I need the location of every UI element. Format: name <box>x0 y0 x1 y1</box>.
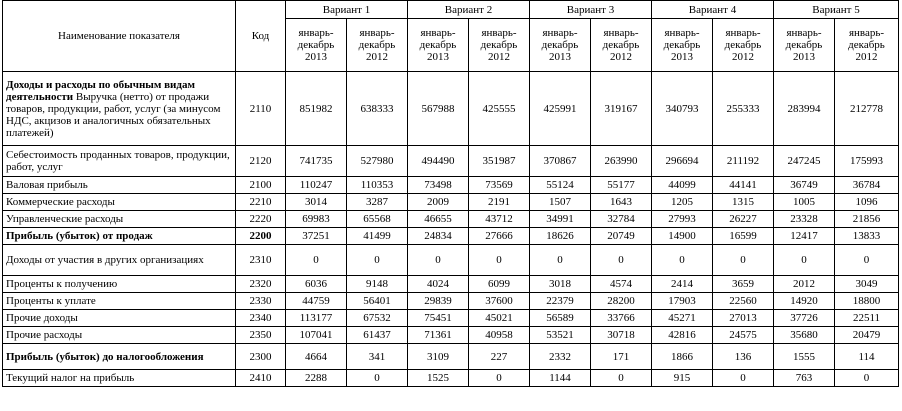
value-cell: 341 <box>347 344 408 370</box>
value-cell: 20479 <box>835 327 899 344</box>
value-cell: 114 <box>835 344 899 370</box>
indicator-code-cell: 2300 <box>236 344 286 370</box>
indicator-code-cell: 2110 <box>236 72 286 146</box>
value-cell: 61437 <box>347 327 408 344</box>
value-cell: 24834 <box>408 228 469 245</box>
table-row <box>3 370 899 387</box>
variant-5-header: Вариант 5 <box>774 1 899 19</box>
indicator-code-cell: 2120 <box>236 146 286 177</box>
value-cell: 211192 <box>713 146 774 177</box>
value-cell: 71361 <box>408 327 469 344</box>
table-row <box>3 146 899 177</box>
indicator-name-cell <box>3 327 236 344</box>
value-cell: 638333 <box>347 72 408 146</box>
indicator-name: Прочие расходы <box>6 329 83 341</box>
value-cell: 55124 <box>530 177 591 194</box>
indicator-name-cell <box>3 146 236 177</box>
value-cell: 351987 <box>469 146 530 177</box>
indicator-code-cell: 2410 <box>236 370 286 387</box>
indicator-name-cell <box>3 194 236 211</box>
value-cell: 73569 <box>469 177 530 194</box>
value-cell: 4024 <box>408 276 469 293</box>
indicator-name-cell <box>3 370 236 387</box>
value-cell: 0 <box>835 370 899 387</box>
value-cell: 2288 <box>286 370 347 387</box>
table-row <box>3 228 899 245</box>
indicator-name-cell <box>3 344 236 370</box>
variant-3-header: Вариант 3 <box>530 1 652 19</box>
value-cell: 21856 <box>835 211 899 228</box>
value-cell: 227 <box>469 344 530 370</box>
value-cell: 14920 <box>774 293 835 310</box>
value-cell: 1205 <box>652 194 713 211</box>
period-2012-header: январь-декабрь 2012 <box>347 19 408 72</box>
value-cell: 0 <box>591 245 652 276</box>
table-row <box>3 327 899 344</box>
value-cell: 24575 <box>713 327 774 344</box>
indicator-name: Проценты к уплате <box>6 295 96 307</box>
value-cell: 2012 <box>774 276 835 293</box>
period-2012-header: январь-декабрь 2012 <box>469 19 530 72</box>
value-cell: 247245 <box>774 146 835 177</box>
value-cell: 43712 <box>469 211 530 228</box>
value-cell: 3109 <box>408 344 469 370</box>
value-cell: 0 <box>347 245 408 276</box>
value-cell: 33766 <box>591 310 652 327</box>
indicator-name-cell <box>3 177 236 194</box>
value-cell: 0 <box>530 245 591 276</box>
value-cell: 0 <box>286 245 347 276</box>
indicator-name-cell <box>3 228 236 245</box>
value-cell: 18626 <box>530 228 591 245</box>
value-cell: 9148 <box>347 276 408 293</box>
value-cell: 763 <box>774 370 835 387</box>
value-cell: 27666 <box>469 228 530 245</box>
value-cell: 36749 <box>774 177 835 194</box>
table-row <box>3 344 899 370</box>
value-cell: 44141 <box>713 177 774 194</box>
value-cell: 107041 <box>286 327 347 344</box>
name-column-header: Наименование показателя <box>3 1 236 72</box>
table-row <box>3 245 899 276</box>
value-cell: 2332 <box>530 344 591 370</box>
table-row <box>3 72 899 146</box>
value-cell: 23328 <box>774 211 835 228</box>
indicator-code-cell: 2340 <box>236 310 286 327</box>
value-cell: 1005 <box>774 194 835 211</box>
period-2013-header: январь-декабрь 2013 <box>408 19 469 72</box>
value-cell: 45021 <box>469 310 530 327</box>
value-cell: 14900 <box>652 228 713 245</box>
value-cell: 0 <box>713 245 774 276</box>
value-cell: 175993 <box>835 146 899 177</box>
value-cell: 37726 <box>774 310 835 327</box>
value-cell: 27993 <box>652 211 713 228</box>
indicator-name-cell <box>3 245 236 276</box>
period-2012-header: январь-декабрь 2012 <box>835 19 899 72</box>
value-cell: 110247 <box>286 177 347 194</box>
value-cell: 494490 <box>408 146 469 177</box>
value-cell: 27013 <box>713 310 774 327</box>
value-cell: 915 <box>652 370 713 387</box>
value-cell: 425991 <box>530 72 591 146</box>
value-cell: 741735 <box>286 146 347 177</box>
indicator-name: Текущий налог на прибыль <box>6 372 135 384</box>
indicator-name: Валовая прибыль <box>6 179 88 191</box>
value-cell: 32784 <box>591 211 652 228</box>
indicator-code-cell: 2210 <box>236 194 286 211</box>
value-cell: 22511 <box>835 310 899 327</box>
value-cell: 1555 <box>774 344 835 370</box>
indicator-name-cell <box>3 310 236 327</box>
value-cell: 1096 <box>835 194 899 211</box>
value-cell: 851982 <box>286 72 347 146</box>
value-cell: 36784 <box>835 177 899 194</box>
value-cell: 13833 <box>835 228 899 245</box>
indicator-name-cell <box>3 72 236 146</box>
value-cell: 1315 <box>713 194 774 211</box>
value-cell: 1525 <box>408 370 469 387</box>
value-cell: 370867 <box>530 146 591 177</box>
value-cell: 55177 <box>591 177 652 194</box>
period-2013-header: январь-декабрь 2013 <box>652 19 713 72</box>
value-cell: 75451 <box>408 310 469 327</box>
value-cell: 319167 <box>591 72 652 146</box>
value-cell: 255333 <box>713 72 774 146</box>
indicator-code-cell: 2350 <box>236 327 286 344</box>
indicator-code-cell: 2200 <box>236 228 286 245</box>
value-cell: 263990 <box>591 146 652 177</box>
value-cell: 46655 <box>408 211 469 228</box>
indicator-name: Управленческие расходы <box>6 213 124 225</box>
variant-2-header: Вариант 2 <box>408 1 530 19</box>
table-row <box>3 177 899 194</box>
indicator-code-cell: 2220 <box>236 211 286 228</box>
value-cell: 30718 <box>591 327 652 344</box>
value-cell: 22560 <box>713 293 774 310</box>
value-cell: 4574 <box>591 276 652 293</box>
value-cell: 37251 <box>286 228 347 245</box>
value-cell: 0 <box>652 245 713 276</box>
indicator-code-cell: 2320 <box>236 276 286 293</box>
value-cell: 0 <box>774 245 835 276</box>
value-cell: 40958 <box>469 327 530 344</box>
value-cell: 34991 <box>530 211 591 228</box>
indicator-name-cell <box>3 211 236 228</box>
value-cell: 567988 <box>408 72 469 146</box>
table-row <box>3 211 899 228</box>
value-cell: 0 <box>835 245 899 276</box>
value-cell: 171 <box>591 344 652 370</box>
value-cell: 53521 <box>530 327 591 344</box>
value-cell: 73498 <box>408 177 469 194</box>
period-2013-header: январь-декабрь 2013 <box>774 19 835 72</box>
period-2013-header: январь-декабрь 2013 <box>286 19 347 72</box>
value-cell: 69983 <box>286 211 347 228</box>
value-cell: 283994 <box>774 72 835 146</box>
value-cell: 41499 <box>347 228 408 245</box>
value-cell: 1866 <box>652 344 713 370</box>
variant-1-header: Вариант 1 <box>286 1 408 19</box>
value-cell: 110353 <box>347 177 408 194</box>
value-cell: 17903 <box>652 293 713 310</box>
value-cell: 44759 <box>286 293 347 310</box>
indicator-name: Прочие доходы <box>6 312 78 324</box>
value-cell: 45271 <box>652 310 713 327</box>
indicator-name-bold: Прибыль (убыток) до налогообложения <box>6 350 204 363</box>
indicator-name-bold: Прибыль (убыток) от продаж <box>6 230 153 242</box>
table-row <box>3 310 899 327</box>
value-cell: 44099 <box>652 177 713 194</box>
value-cell: 26227 <box>713 211 774 228</box>
value-cell: 18800 <box>835 293 899 310</box>
value-cell: 12417 <box>774 228 835 245</box>
value-cell: 340793 <box>652 72 713 146</box>
value-cell: 212778 <box>835 72 899 146</box>
value-cell: 20749 <box>591 228 652 245</box>
indicator-name: Коммерческие расходы <box>6 196 115 208</box>
value-cell: 3049 <box>835 276 899 293</box>
indicator-name: Выручка (нетто) от продажи товаров, продукции, работ, услуг (за минусом НДС, акцизов и аналогичных обязательных платежей) <box>6 90 221 139</box>
value-cell: 527980 <box>347 146 408 177</box>
value-cell: 16599 <box>713 228 774 245</box>
value-cell: 3014 <box>286 194 347 211</box>
period-2012-header: январь-декабрь 2012 <box>713 19 774 72</box>
value-cell: 67532 <box>347 310 408 327</box>
value-cell: 0 <box>347 370 408 387</box>
period-2012-header: январь-декабрь 2012 <box>591 19 652 72</box>
value-cell: 2009 <box>408 194 469 211</box>
code-column-header: Код <box>236 1 286 72</box>
financial-report-table <box>2 0 899 387</box>
table-body <box>3 72 899 387</box>
value-cell: 425555 <box>469 72 530 146</box>
value-cell: 3659 <box>713 276 774 293</box>
indicator-code-cell: 2330 <box>236 293 286 310</box>
value-cell: 65568 <box>347 211 408 228</box>
value-cell: 22379 <box>530 293 591 310</box>
financial-report-table-container <box>2 0 898 387</box>
variant-4-header: Вариант 4 <box>652 1 774 19</box>
indicator-name-cell <box>3 276 236 293</box>
value-cell: 37600 <box>469 293 530 310</box>
value-cell: 42816 <box>652 327 713 344</box>
value-cell: 2414 <box>652 276 713 293</box>
indicator-name: Себестоимость проданных товаров, продукции, работ, услуг <box>6 149 230 173</box>
value-cell: 0 <box>408 245 469 276</box>
value-cell: 6099 <box>469 276 530 293</box>
value-cell: 113177 <box>286 310 347 327</box>
value-cell: 56589 <box>530 310 591 327</box>
value-cell: 136 <box>713 344 774 370</box>
value-cell: 56401 <box>347 293 408 310</box>
indicator-name-bold: Доходы и расходы по обычным видам деятельности <box>6 78 195 103</box>
table-row <box>3 276 899 293</box>
value-cell: 3018 <box>530 276 591 293</box>
value-cell: 3287 <box>347 194 408 211</box>
value-cell: 6036 <box>286 276 347 293</box>
indicator-name-cell <box>3 293 236 310</box>
value-cell: 0 <box>469 245 530 276</box>
value-cell: 0 <box>713 370 774 387</box>
value-cell: 35680 <box>774 327 835 344</box>
value-cell: 4664 <box>286 344 347 370</box>
table-row <box>3 194 899 211</box>
value-cell: 0 <box>469 370 530 387</box>
value-cell: 28200 <box>591 293 652 310</box>
indicator-code-cell: 2100 <box>236 177 286 194</box>
value-cell: 2191 <box>469 194 530 211</box>
value-cell: 29839 <box>408 293 469 310</box>
value-cell: 0 <box>591 370 652 387</box>
value-cell: 1144 <box>530 370 591 387</box>
indicator-code-cell: 2310 <box>236 245 286 276</box>
table-row <box>3 293 899 310</box>
value-cell: 296694 <box>652 146 713 177</box>
indicator-name: Проценты к получению <box>6 278 118 290</box>
period-2013-header: январь-декабрь 2013 <box>530 19 591 72</box>
value-cell: 1643 <box>591 194 652 211</box>
value-cell: 1507 <box>530 194 591 211</box>
indicator-name: Доходы от участия в других организациях <box>6 254 204 266</box>
